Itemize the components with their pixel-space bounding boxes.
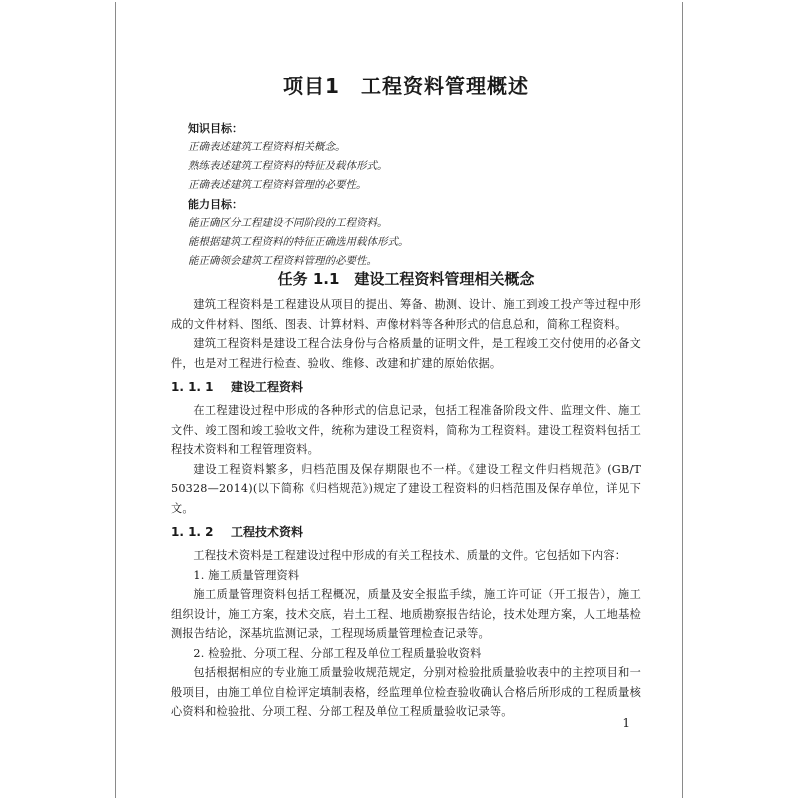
ability-objective-item: 能根据建筑工程资料的特征正确选用载体形式。 bbox=[188, 236, 409, 248]
section-paragraph: 工程技术资料是工程建设过程中形成的有关工程技术、质量的文件。它包括如下内容： bbox=[193, 549, 627, 562]
project-title: 项目1 工程资料管理概述 bbox=[283, 74, 529, 98]
section-title: 工程技术资料 bbox=[231, 525, 304, 539]
section-number: 1. 1. 2 bbox=[171, 525, 214, 539]
body-text bbox=[171, 295, 641, 722]
knowledge-objectives-heading: 知识目标： bbox=[188, 122, 243, 135]
section-number: 1. 1. 1 bbox=[171, 380, 214, 394]
knowledge-objective-item: 正确表述建筑工程资料管理的必要性。 bbox=[188, 179, 367, 191]
learning-objectives bbox=[188, 119, 628, 271]
section-paragraph: 包括根据相应的专业施工质量验收规范规定，分别对检验批质量验收表中的主控项目和一般项目，由施工单位自检评定填制表格，经监理单位检查验收确认合格后所形成的工程质量核心资料和检验批、分项工程、分部工程及单位工程质量验收记录等。 bbox=[171, 666, 641, 718]
section-paragraph: 施工质量管理资料包括工程概况，质量及安全报监手续，施工许可证（开工报告），施工组织设计，施工方案，技术交底，岩土工程、地质勘察报告结论，技术处理方案，人工地基检测报告结论，深基坑监测记录，工程现场质量管理检查记录等。 bbox=[171, 588, 641, 640]
book-page bbox=[115, 2, 683, 798]
subsection-heading: 2. 检验批、分项工程、分部工程及单位工程质量验收资料 bbox=[193, 646, 482, 660]
section-title: 建设工程资料 bbox=[231, 380, 304, 394]
intro-paragraph: 建筑工程资料是工程建设从项目的提出、筹备、勘测、设计、施工到竣工投产等过程中形成的文件材料、图纸、图表、计算材料、声像材料等各种形式的信息总和，简称工程资料。 bbox=[171, 298, 641, 331]
ability-objective-item: 能正确领会建筑工程资料管理的必要性。 bbox=[188, 255, 377, 267]
section-heading-1-1-1 bbox=[171, 377, 641, 397]
knowledge-objective-item: 正确表述建筑工程资料相关概念。 bbox=[188, 141, 346, 153]
task-title: 任务 1.1 建设工程资料管理相关概念 bbox=[277, 270, 535, 288]
knowledge-objective-item: 熟练表述建筑工程资料的特征及载体形式。 bbox=[188, 160, 388, 172]
subsection-heading: 1. 施工质量管理资料 bbox=[193, 568, 300, 582]
ability-objective-item: 能正确区分工程建设不同阶段的工程资料。 bbox=[188, 217, 388, 229]
section-heading-1-1-2 bbox=[171, 522, 641, 542]
section-paragraph: 建设工程资料繁多，归档范围及保存期限也不一样。《建设工程文件归档规范》(GB/T 50328—2014)(以下简称《归档规范》)规定了建设工程资料的归档范围及保存单位，详见下文。 bbox=[171, 462, 641, 515]
page-number: 1 bbox=[622, 716, 630, 730]
section-paragraph: 在工程建设过程中形成的各种形式的信息记录，包括工程准备阶段文件、监理文件、施工文件、竣工图和竣工验收文件，统称为建设工程资料，简称为工程资料。建设工程资料包括工程技术资料和工程管理资料。 bbox=[171, 404, 641, 456]
intro-paragraph: 建筑工程资料是建设工程合法身份与合格质量的证明文件，是工程竣工交付使用的必备文件，也是对工程进行检查、验收、维修、改建和扩建的原始依据。 bbox=[171, 337, 641, 370]
ability-objectives-heading: 能力目标： bbox=[188, 198, 243, 211]
